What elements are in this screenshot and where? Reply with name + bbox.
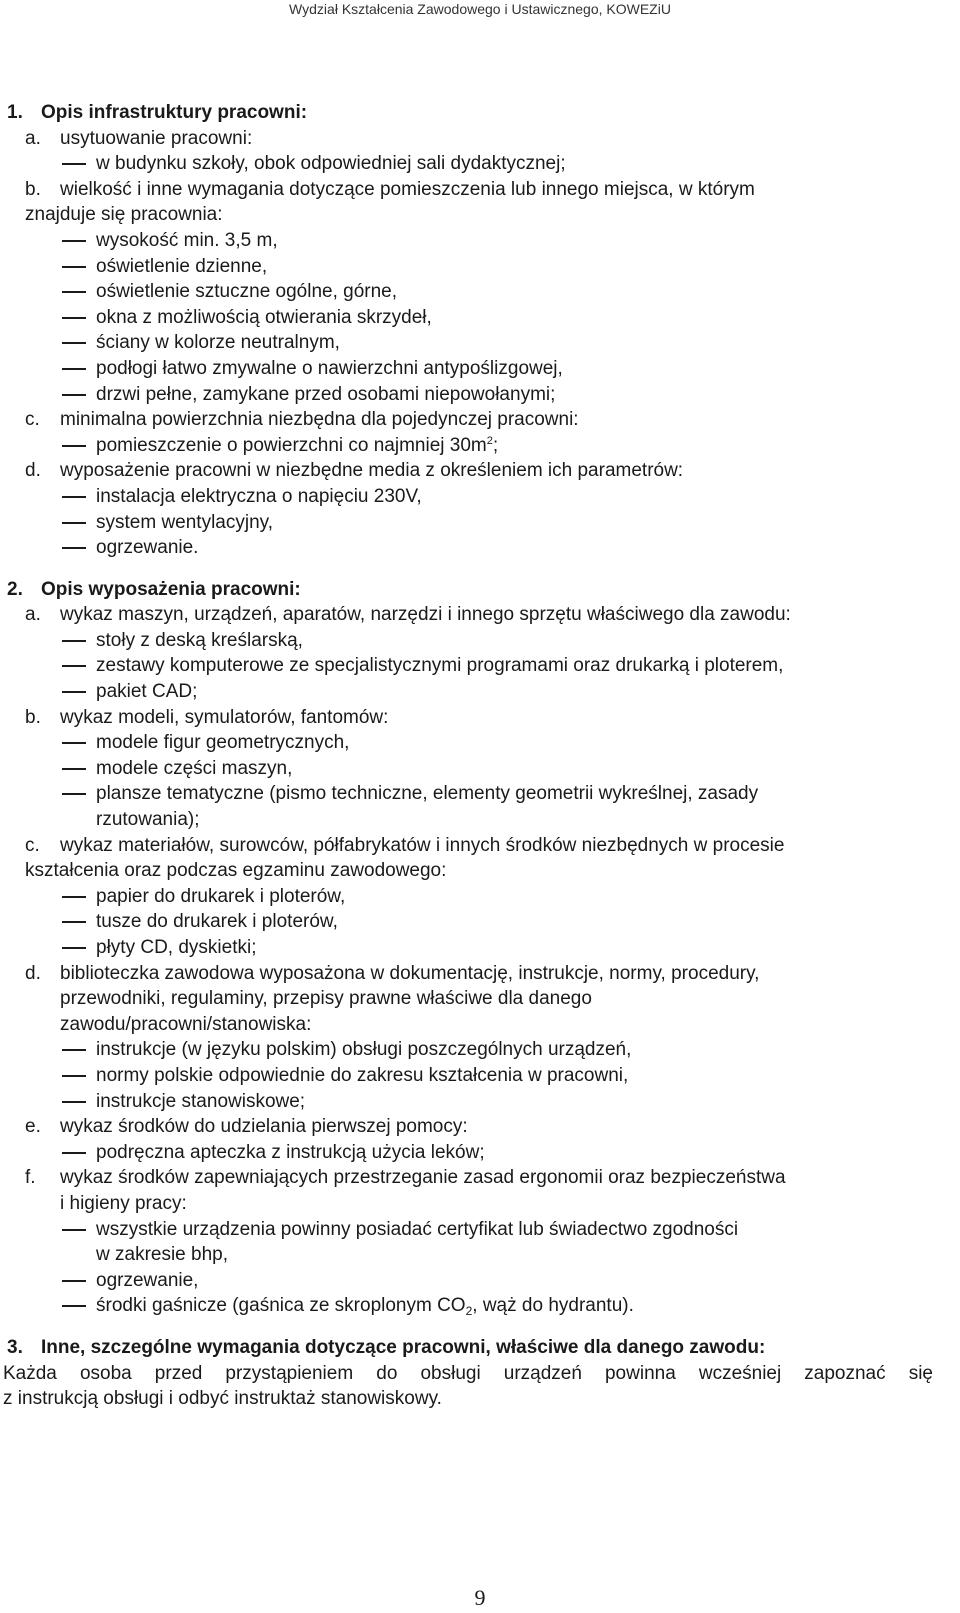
dash-icon	[62, 691, 86, 693]
document-body	[0, 100, 940, 1412]
dash-icon	[62, 291, 86, 293]
bullet-item: pomieszczenie o powierzchni co najmniej $30m^2$;	[0, 433, 940, 459]
bullet-item: drzwi pełne, zamykane przed osobami niepowołanymi;	[0, 382, 940, 408]
section-title: Inne, szczególne wymagania dotyczące pracowni, właściwe dla danego zawodu:	[41, 1336, 766, 1358]
list-item-continuation: zawodu/pracowni/stanowiska:	[60, 1013, 312, 1035]
list-item-continuation: kształcenia oraz podczas egzaminu zawodowego:	[25, 860, 447, 882]
bullet-item: stoły z deską kreślarską,	[0, 628, 940, 654]
dash-icon	[62, 1075, 86, 1077]
paragraph-line: Każda osoba przed przystąpieniem do obsługi urządzeń powinna wcześniej zapoznać się	[3, 1362, 933, 1384]
dash-icon	[62, 1229, 86, 1231]
list-item-continuation: przewodniki, regulaminy, przepisy prawne właściwe dla danego	[60, 988, 592, 1010]
bullet-item: podłogi łatwo zmywalne o nawierzchni antypoślizgowej,	[0, 356, 940, 382]
dash-icon	[62, 665, 86, 667]
dash-icon	[62, 1049, 86, 1051]
list-item-letter: a. wykaz maszyn, urządzeń, aparatów, narzędzi i innego sprzętu właściwego dla zawodu:	[25, 604, 791, 626]
dash-icon	[62, 266, 86, 268]
dash-icon	[62, 317, 86, 319]
bullet-item: normy polskie odpowiednie do zakresu kształcenia w pracowni,	[0, 1063, 940, 1089]
dash-icon	[62, 742, 86, 744]
bullet-item: modele części maszyn,	[0, 756, 940, 782]
bullet-item: ściany w kolorze neutralnym,	[0, 330, 940, 356]
bullet-item: płyty CD, dyskietki;	[0, 935, 940, 961]
bullet-item: ogrzewanie,	[0, 1268, 940, 1294]
bullet-item: podręczna apteczka z instrukcją użycia leków;	[0, 1140, 940, 1166]
bullet-item: wszystkie urządzenia powinny posiadać certyfikat lub świadectwo zgodności	[0, 1217, 940, 1243]
list-item-letter: c. minimalna powierzchnia niezbędna dla pojedynczej pracowni:	[25, 409, 579, 431]
dash-icon	[62, 522, 86, 524]
dash-icon	[62, 368, 86, 370]
dash-icon	[62, 793, 86, 795]
page-number: 9	[474, 1585, 486, 1610]
dash-icon	[62, 921, 86, 923]
bullet-continuation: w zakresie bhp,	[96, 1244, 229, 1266]
list-item-letter: f. wykaz środków zapewniających przestrzeganie zasad ergonomii oraz bezpieczeństwa	[25, 1167, 786, 1189]
bullet-item: okna z możliwością otwierania skrzydeł,	[0, 305, 940, 331]
list-item-continuation: i higieny pracy:	[60, 1192, 187, 1214]
section-2-heading	[0, 577, 940, 603]
section-3-heading	[0, 1335, 940, 1361]
section-number: 1.	[7, 102, 23, 123]
list-item-letter: b. wielkość i inne wymagania dotyczące pomieszczenia lub innego miejsca, w którym	[25, 178, 755, 200]
list-item-letter: c. wykaz materiałów, surowców, półfabrykatów i innych środków niezbędnych w procesie	[25, 834, 785, 856]
list-item-letter: d. wyposażenie pracowni w niezbędne media z określeniem ich parametrów:	[25, 460, 684, 482]
dash-icon	[62, 768, 86, 770]
paragraph-line: z instrukcją obsługi i odbyć instruktaż stanowiskowy.	[3, 1388, 442, 1410]
page-header: Wydział Kształcenia Zawodowego i Ustawicznego, KOWEZiU	[289, 1, 671, 17]
dash-icon	[62, 896, 86, 898]
bullet-item: wysokość min. 3,5 m,	[0, 228, 940, 254]
dash-icon	[62, 240, 86, 242]
bullet-item: oświetlenie sztuczne ogólne, górne,	[0, 279, 940, 305]
dash-icon	[62, 1101, 86, 1103]
list-item-letter: d. biblioteczka zawodowa wyposażona w dokumentację, instrukcje, normy, procedury,	[25, 962, 760, 984]
bullet-item: papier do drukarek i ploterów,	[0, 884, 940, 910]
dash-icon	[62, 947, 86, 949]
list-item-letter: e. wykaz środków do udzielania pierwszej pomocy:	[25, 1116, 468, 1138]
section-1-heading	[0, 100, 940, 126]
dash-icon	[62, 445, 86, 447]
dash-icon	[62, 496, 86, 498]
dash-icon	[62, 1280, 86, 1282]
bullet-item: instrukcje (w języku polskim) obsługi poszczególnych urządzeń,	[0, 1037, 940, 1063]
list-item-letter: a. usytuowanie pracowni:	[25, 127, 253, 149]
bullet-item: instalacja elektryczna o napięciu 230V,	[0, 484, 940, 510]
bullet-item: zestawy komputerowe ze specjalistycznymi programami oraz drukarką i ploterem,	[0, 653, 940, 679]
section-title: Opis wyposażenia pracowni:	[41, 578, 301, 600]
dash-icon	[62, 163, 86, 165]
bullet-item: pakiet CAD;	[0, 679, 940, 705]
bullet-item: system wentylacyjny,	[0, 510, 940, 536]
section-title: Opis infrastruktury pracowni:	[41, 102, 308, 123]
section-number: 2.	[7, 578, 23, 600]
bullet-item: w budynku szkoły, obok odpowiedniej sali dydaktycznej;	[0, 151, 940, 177]
list-item-continuation: znajduje się pracownia:	[25, 204, 223, 226]
bullet-item: ogrzewanie.	[0, 535, 940, 561]
bullet-item: instrukcje stanowiskowe;	[0, 1089, 940, 1115]
dash-icon	[62, 1305, 86, 1307]
bullet-item: środki gaśnicze (gaśnica ze skroplonym $CO_2$, wąż do hydrantu).	[0, 1293, 940, 1319]
bullet-item: oświetlenie dzienne,	[0, 254, 940, 280]
dash-icon	[62, 640, 86, 642]
dash-icon	[62, 547, 86, 549]
list-item-letter: b. wykaz modeli, symulatorów, fantomów:	[25, 706, 389, 728]
section-number: 3.	[7, 1336, 23, 1358]
dash-icon	[62, 1152, 86, 1154]
bullet-item: plansze tematyczne (pismo techniczne, elementy geometrii wykreślnej, zasady	[0, 781, 940, 807]
dash-icon	[62, 394, 86, 396]
bullet-item: tusze do drukarek i ploterów,	[0, 909, 940, 935]
bullet-item: modele figur geometrycznych,	[0, 730, 940, 756]
bullet-continuation: rzutowania);	[96, 809, 200, 831]
dash-icon	[62, 342, 86, 344]
